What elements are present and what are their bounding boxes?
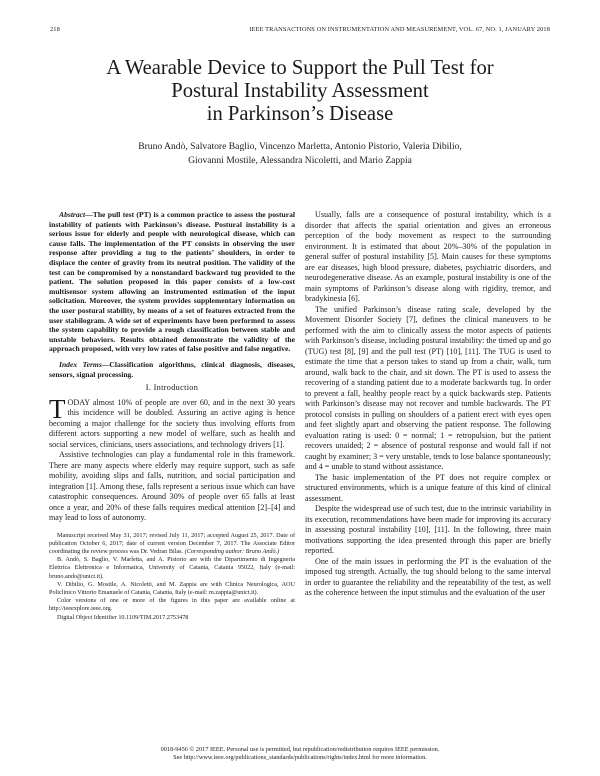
- footer-line: 0018-9456 © 2017 IEEE. Personal use is permitted, but republication/redistribution requires IEEE permission.: [160, 746, 440, 753]
- abstract: [49, 210, 295, 354]
- footnote-doi: Digital Object Identifier 10.1109/TIM.2017.2753478: [57, 613, 189, 621]
- body-paragraph: The basic implementation of the PT does not require complex or structured environments, which is a unique feature of this kind of clinical assessment.: [305, 472, 551, 503]
- page-number: 218: [50, 26, 60, 33]
- index-terms-text: —Classification algorithms, clinical diagnosis, diseases, sensors, signal processing.: [49, 359, 296, 379]
- footer-line: See http://www.ieee.org/publications_standards/publications/rights/index.html for more information.: [173, 754, 427, 762]
- title-line: in Parkinson’s Disease: [206, 103, 394, 125]
- left-column: [49, 210, 295, 622]
- section-heading: I. Introduction: [145, 383, 199, 393]
- body-paragraph: One of the main issues in performing the PT is the evaluation of the imposed tug strength. Actually, the tug should belong to the same interval in order to guarantee the reliability and the repeatability of the test, as well as the coherence between the input stimulus and the evaluation of the user: [305, 556, 551, 597]
- paper-title: [40, 57, 560, 126]
- body-paragraph: Assistive technologies can play a fundamental role in this framework. There are many aspects where elderly may require support, such as safe mobility, avoiding slips and falls, nutrition, and social participation and integration [1]. Among these, falls represent a serious issue which can have catastrophic consequences. Around 30% of people over 65 falls at least once a year, and 20% of these falls requires medical attention [2]–[4] and may lead to loss of autonomy.: [49, 450, 295, 523]
- copyright-footer: [40, 746, 560, 763]
- title-line: A Wearable Device to Support the Pull Test for: [106, 57, 494, 79]
- index-terms: [49, 360, 295, 379]
- author-line: Bruno Andò, Salvatore Baglio, Vincenzo Marletta, Antonio Pistorio, Valeria Dibilio,: [138, 141, 462, 152]
- right-column: [305, 210, 551, 599]
- abstract-label: Abstract: [59, 210, 86, 219]
- author-line: Giovanni Mostile, Alessandra Nicoletti, and Mario Zappia: [188, 154, 412, 166]
- corresponding-author: (Corresponding author: Bruno Andò.): [184, 548, 280, 555]
- title-line: Postural Instability Assessment: [171, 80, 429, 102]
- body-paragraph: Usually, falls are a consequence of postural instability, which is a disorder that affects the spatial orientation and gives an erroneous perception of the body movement as respect to the surrounding environment. It is estimated that about 20%–30% of the population in general suffer of postural instability [5]. Main causes for these symptoms are ear diseases, high blood pressure, diabetes, psychiatric disorders, and neurodegenerative disease. As an example, postural instability is one of the main symptoms of Parkinson’s disease along with rigidity, tremor, and bradykinesia [6].: [305, 210, 551, 303]
- author-list: [60, 140, 540, 167]
- footnote-received: [49, 532, 295, 557]
- running-header: [50, 26, 550, 36]
- intro-text: ODAY almost 10% of people are over 60, and in the next 30 years this incidence will be doubled. Assuring an active aging is hence becoming a major challenge for the society thus involving efforts from different actors supporting a new model of welfare, such as health and social services, clinicians, users associations, and technology drivers [1].: [49, 397, 295, 449]
- intro-paragraph: [49, 393, 295, 451]
- drop-cap: T: [49, 393, 66, 424]
- journal-line: IEEE TRANSACTIONS ON INSTRUMENTATION AND MEASUREMENT, VOL. 67, NO. 1, JANUARY 2018: [249, 26, 550, 33]
- footnote-text: Manuscript received May 31, 2017; revised July 11, 2017; accepted August 25, 2017. Date of publication October 6, 2017; date of current version December 7, 2017. The Associate Editor coordinating the review process was Dr. Vedran Bilas.: [49, 531, 295, 555]
- index-terms-label: Index Terms: [59, 359, 102, 369]
- body-paragraph: Despite the widespread use of such test, due to the intrinsic variability in its execution, recommendations have been made for improving its accuracy in assessing postural instability [10], [11]. In the following, three main motivations supporting the idea presented through this paper are briefly reported.: [305, 504, 551, 555]
- footnote-affiliation: B. Andò, S. Baglio, V. Marletta, and A. Pistorio are with the Dipartimento di Ingegneria Elettrica Elettronica e Informatica, University of Catania, Catania 95022, Italy (e-mail: bruno.ando@unict.it).: [49, 556, 295, 580]
- body-paragraph: The unified Parkinson’s disease rating scale, developed by the Movement Disorder Society [7], defines the clinical maneuvers to be performed with the aim to clinically assess the motor aspects of patients with Parkinson’s disease, including postural instability: the timed up and go (TUG) test [8], [9] and the pull test (PT) [10], [11]. The TUG is used to estimate the time that a person takes to stand up from a chair, walk, turn around, walk back to the chair, and sit down. The PT is used to assess the recovering of a standing patient due to a moderate backwards tug. In order to prevent a fall, healthy people react by a quick backwards step. Patients with Parkinson’s disease may not recover and tumble backwards. The PT protocol consists in pulling on shoulders of a patient erect with eyes open and feet slightly apart and observing the patient response. The following evaluation rating is used: 0 = normal; 1 = retropulsion, but the patient recovers unaided; 2 = absence of postural response and would fall if not caught by examiner; 3 = very unstable, tends to lose balance spontaneously; and 4 = unable to stand without assistance.: [305, 304, 551, 471]
- footnote-affiliation: V. Dibilio, G. Mostile, A. Nicoletti, and M. Zappia are with Clinica Neurologica, AOU Policlinico Vittorio Emanuele of Catania, Catania, Italy (e-mail: m.zappia@unict.it).: [49, 580, 295, 597]
- abstract-text: —The pull test (PT) is a common practice to assess the postural instability of patients with Parkinson’s disease. Postural instability is a serious issue for elderly and people with neurological disease, which can cause falls. The implementation of the PT consists in observing the user response after providing a tug to the patients’ shoulders, in order to displace the center of gravity from its neutral position. The validity of the test can be compromised by a nonstandard backward tug provided to the patient. The solution proposed in this paper consists of a low-cost multisensor system allowing an instrumented estimation of the input solicitation. Moreover, the system provides supplementary information on the user postural stability, by means of a set of features extracted from the user stabilogram. A wide set of experiments have been performed to assess the system capability to provide a rough classification between stable and unstable behaviors. Results obtained demonstrate the validity of the approach proposed, with very low rates of false positive and false negative.: [49, 210, 295, 354]
- footnote-color: Color versions of one or more of the figures in this paper are available online at http://ieeexplore.ieee.org.: [49, 597, 295, 613]
- footnotes: [49, 532, 295, 622]
